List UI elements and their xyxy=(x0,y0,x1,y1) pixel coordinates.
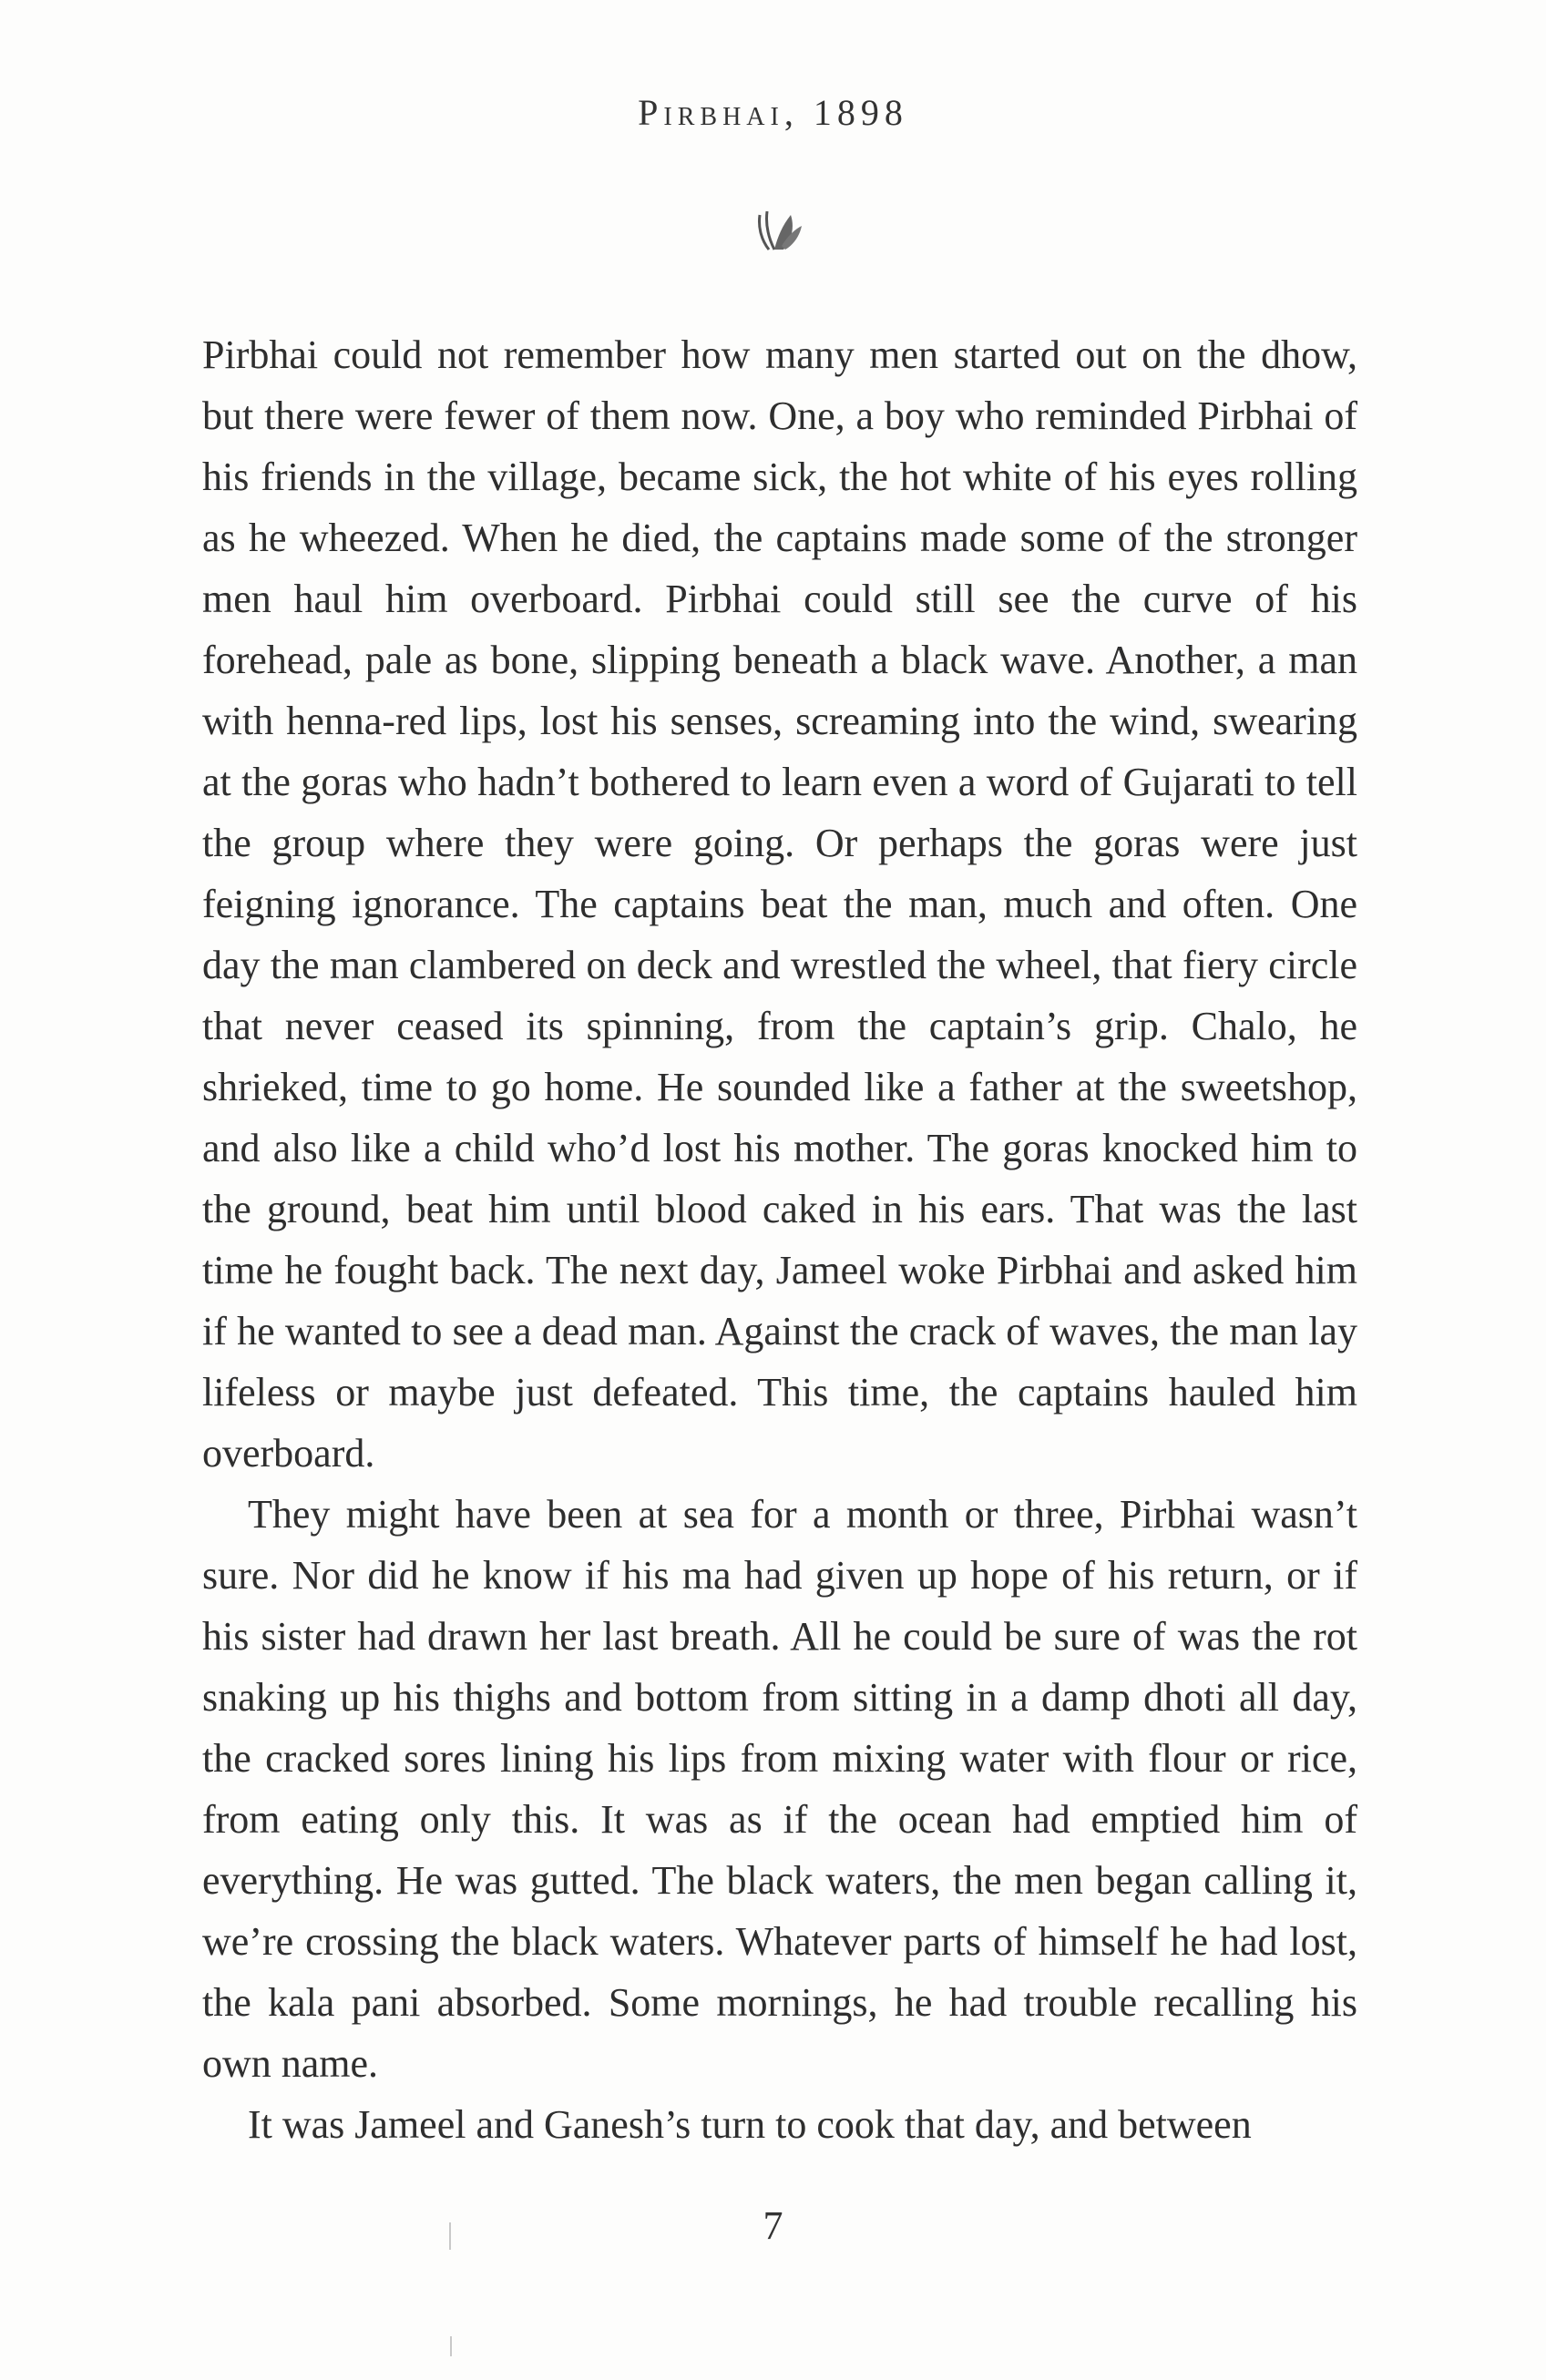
running-head: Pirbhai, 1898 xyxy=(638,92,908,133)
scan-speck xyxy=(450,2336,452,2356)
scan-speck xyxy=(449,2222,451,2250)
paragraph-3: It was Jameel and Ganesh’s turn to cook that day, and between xyxy=(248,2102,1252,2147)
flame-leaf-ornament-icon xyxy=(747,199,811,262)
page-number: 7 xyxy=(763,2203,783,2248)
paragraph-2: They might have been at sea for a month or three, Pirbhai wasn’t sure. Nor did he know if his ma had given up hope of his return, or if his sister had drawn her last breath. All he could be sure of was the rot snaking up his thighs and bottom from sitting in a damp dhoti all day, the cracked sores lining his lips from mixing water with flour or rice, from eating only this. It was as if the ocean had emptied him of everything. He was gutted. The black waters, the men began calling it, we’re crossing the black waters. Whatever parts of himself he had lost, the kala pani absorbed. Some mornings, he had trouble recalling his own name. xyxy=(202,1492,1357,2086)
body-text xyxy=(202,324,1357,2155)
paragraph-1: Pirbhai could not remember how many men started out on the dhow, but there were fewer of them now. One, a boy who reminded Pirbhai of his friends in the village, became sick, the hot white of his eyes rolling as he wheezed. When he died, the captains made some of the stronger men haul him overboard. Pirbhai could still see the curve of his forehead, pale as bone, slipping beneath a black wave. Another, a man with henna-red lips, lost his senses, screaming into the wind, swearing at the goras who hadn’t bothered to learn even a word of Gujarati to tell the group where they were going. Or perhaps the goras were just feigning ignorance. The captains beat the man, much and often. One day the man clambered on deck and wrestled the wheel, that fiery circle that never ceased its spinning, from the captain’s grip. Chalo, he shrieked, time to go home. He sounded like a father at the sweetshop, and also like a child who’d lost his mother. The goras knocked him to the ground, beat him until blood caked in his ears. That was the last time he fought back. The next day, Jameel woke Pirbhai and asked him if he wanted to see a dead man. Against the crack of waves, the man lay lifeless or maybe just defeated. This time, the captains hauled him overboard. xyxy=(202,332,1357,1476)
